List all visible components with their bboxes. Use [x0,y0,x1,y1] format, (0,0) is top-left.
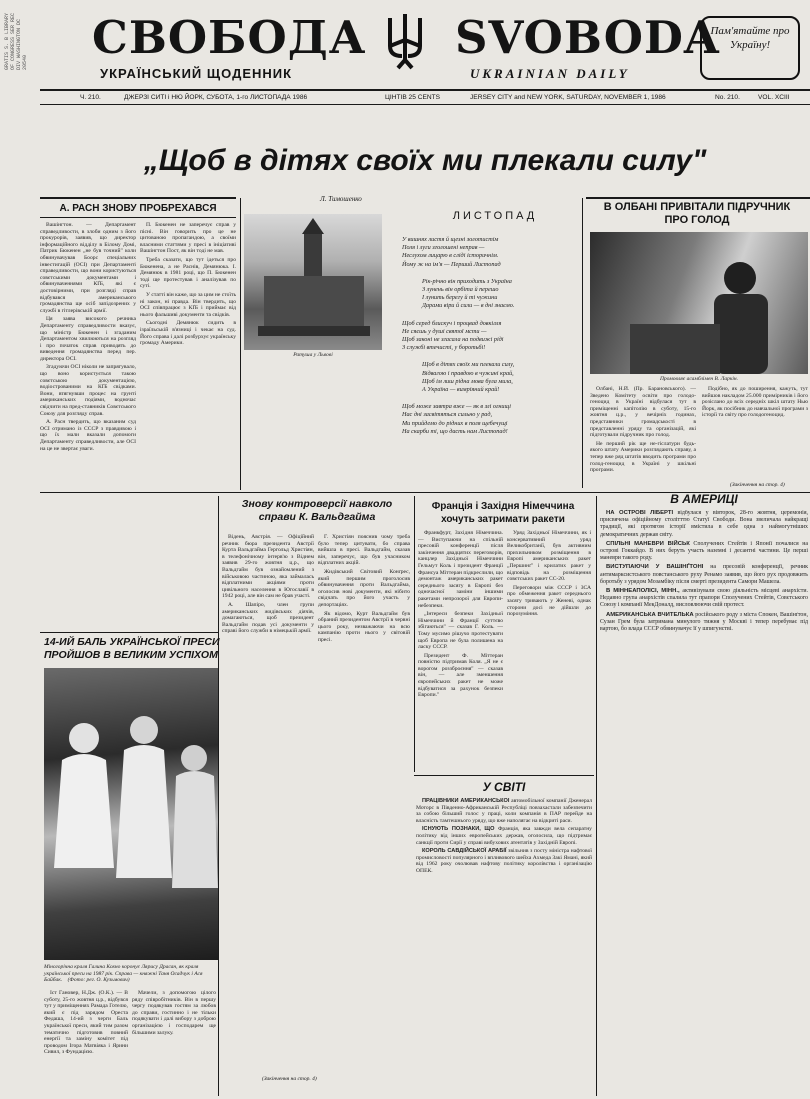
larkin-caption-text: Промовляє асамблімен В. Ларкін. [659,376,739,382]
city-hall-caption [244,352,382,359]
remember-ukraine-box [700,16,800,80]
poem-line: Неслухом лицарю в сліді історичнім. [402,252,499,260]
speaker-silhouette-icon [590,232,808,374]
dateline-bottom-rule [40,104,810,105]
waldheim-para-4: Жидівський Світовий Конґрес, який першим проголосив обвинувачення проти Вальдгайма, оголосив нові документи, які нібито свідчать про його участь у депортаціях. [318,568,410,608]
rasn-para-4: А. Расн твердить, що вказаним суд ОСІ отримано із СССР з правдивою і що їх мали вказали допомоги Департаменту справедливости, але ОСІ на це не звертає уваги. [40,419,136,452]
larkin-caption [590,376,808,383]
america-para-2: Сполучених Стейтів і Японії почалися на острові Гоккайдо. В них беруть участь наземні і десантні частини. Це перші маневри такого роду. [600,540,808,562]
ball-photo-credit: (Фото: рег. О. Кузьмович) [67,977,130,983]
poem-stanza-5 [402,403,578,436]
waldheim-title: Знову контроверсії навколо справи К. Вальдгайма [241,498,393,523]
america-para-3: на пресовій конференції, речник антимарксистського повстанського руху Ренамо заявив, що його рух продовжить боротьбу з урядом Мозамбіку після смерті президента Самори Машела. [600,564,808,585]
albany-column-2 [702,386,808,482]
world-para-3: звільнив з посту міністра нафтової промисловості популярного і впливового шейха Ахмеда Закі Ямані, який від 1962 року очолював нафтову політику королівства і організацію ОПЕК. [416,848,592,874]
america-left-rule [596,496,597,1096]
price: ЦІНТІВ 25 CENTS [385,94,441,101]
poem-line: З лунень він орбіта й перешо [422,286,499,294]
ball-title: 14-ИЙ БАЛЬ УКРАЇНСЬКОЇ ПРЕСИ ПРОЙШОВ В ВЕЛИКИМ УСПІХОМ [44,636,220,661]
rasn-para-8: Сьогодні Демянюк сидить в ізраїльській в'язниці і чекає на суд. Його справа і далі розбурхує українську громаду Америки. [140,320,236,347]
poem-title [430,210,560,222]
library-stamp [4,6,60,70]
poem-credit [320,195,362,203]
poem-line: Відвагою і правдою в чужині край, [422,369,514,377]
ball-column-2 [132,990,216,1096]
world-lead-1: ПРАЦІВНИКИ АМЕРИКАНСЬКОЇ [422,798,510,804]
rasn-title-rule [40,217,236,218]
ball-caption [44,964,218,984]
rasn-para-2: Ця заява високого речника Департаменту справедливости вказує, що міністр Бюкенен і згаданим Департаментом хвилюються на розгляд і про початок справ приводять до виведення громадянства перед пер. директора ОСІ. [40,316,136,362]
poem-stanza-2 [402,278,578,311]
world-column [416,798,592,1096]
poem-line: Щоб може завтра вже — як в злі огнищі [402,403,511,411]
poem-stanza-1 [402,236,578,269]
poem-line: У вишнях листя й щезні золотистім [402,236,499,243]
subtitle-en-text: UKRAINIAN DAILY [470,66,630,81]
world-lead-2: ІСНУЮТЬ ПОЗНАКИ, ЩО [422,826,495,833]
title-en-text: SVOBODA [455,11,720,64]
albany-para-3: Подібно, як до поширення, кажуть, тут вийшов накладом 25.000 примірників і його розіслано до всіх середніх шкіл штату Нью Йорк, як посібник до навчальної програми з історії та світу про голодогеноцид. [702,386,808,419]
poem-line: Дарами віри й сили — в дні знаємо. [422,302,515,310]
waldheim-para-3: Г. Христіян пояснив чому треба було тепер цитувати, бо справа вийшла в пресі. Вальдгайм, сказав він, заперечує, що був учасником відплатних акцій. [318,534,410,567]
masthead-subtitle-ua [100,66,360,81]
issue-number-right: No. 210. [715,94,740,101]
world-title: У СВІТІ [482,780,526,794]
poem-stanza-4 [402,361,578,394]
america-lead-3: ВИСТУПАЮЧИ У ВАШІНҐТОНІ [606,564,704,571]
waldheim-para-5: Як відомо, Курт Вальдгайм був обраний президентом Австрії в червні цього року, незважаючи на всю кампанію проти нього у світовій пресі. [318,610,410,643]
germany-para-4: Уряд Західньої Німеччини, як і консервативний уряд Великобританії, був активним прихильником розміщення в Европі американських ракет „Першинґ" і крилатих ракет у відповідь на розміщення совєтських ракет СС-20. [507,530,591,583]
volume: VOL. XCIII [758,94,790,101]
city-hall-drawing-icon [244,214,382,350]
title-ua-text: СВОБОДА [92,11,367,64]
poem-line: Щоб законі не згасала на подвижі ріді [402,336,504,344]
ball-footnote [262,1076,317,1082]
germany-para-5: Переговори між СССР і ЗСА про обмеження ракет середнього засягу тривають у Женеві, однак сторони досі не дійшли до порозуміння. [507,584,591,618]
rasn-top-rule [40,197,236,199]
america-para-4: активізували свою діяльність місцеві анархісти. Недавно група анархістів спалила тут прапори Сполучених Стейтів, Совєтського Союзу і компанії МекДоналд, висловлюючи свій протест. [600,588,808,609]
date-ua: ДЖЕРЗІ СИТІ і НЮ ЙОРК, СУБОТА, 1-го ЛИСТОПАДА 1986 [124,94,308,101]
poem-line: На скарби ті, що дасть нам Листопад! [402,427,508,435]
rasn-para-3: Згадуючи ОСІ ніколи не запрягувало, що воно користується такою совєтською документацією, водіострованими на КҐБ свідками. Вони, втягнувши процес на грунті американських подіями, водночас свідчити на пред-ставників Совєтського Союзу для розгляду справ. [40,364,136,417]
waldheim-column-2 [318,534,410,859]
issue-number-left: Ч. 210. [80,94,101,101]
rasn-para-1: Вашінгтон. — Департамент справедливости, в злоби одним з його прокурорів, заявив, що директор інформаційного відділу в Білому Домі, Патрик Бюкенен „не був точний" коли обвинувачував Боорс спеціальних інвестигацій (ОСІ) при Департаменті справедливости, що вони користуються совєтськими документами і обвинуваченнями КҐБ, які є достовірними, при розгляді справ відбувався американського громадянства ще осіб запідозрених у службі в гітлерівській армії. [40,222,136,314]
america-lead-5: АМЕРИКАНСЬКА ВЧИТЕЛЬКА [606,611,694,618]
america-para-1: відбулася у вівторок, 28-го жовтня, церемонія, присвячена офіційному столітттю Статуї Свободи. Вона звеличала найкращі традиції, які протягом історії вмістила в себе одна з наймогутніших демократичних держав світу. [600,510,808,538]
dateline [40,92,810,104]
america-lead-1: НА ОСТРОВІ ЛІБЕРТІ [606,510,674,516]
america-lead-2: СПІЛЬНІ МАНЕВРИ ВІЙСЬК [606,540,690,547]
poem-line: А Україна — вимріяний край! [422,386,500,394]
rasn-title: А. РАСН ЗНОВУ ПРОБРЕХАВСЯ [59,203,217,214]
albany-footnote [730,482,785,488]
germany-para-1: Франкфурт, Західня Німеччина. — Виступаючи на спільній пресовій конференції після закінчення двадцятих переговорів, канцлер Західньої Німеччини Гельмут Коль і президент Франції Франсуа Міттеран підкреслили, що демонтаж американських ракет середнього засягу в Европі без одночасної заміни іншими ракетами непрозорої для Европи-небезпеки. [418,530,503,609]
ball-top-rule [40,632,218,633]
albany-left-rule [582,198,583,488]
rasn-para-6: Треба сказати, що тут ідеться про Бюкенена, а не Раснів, Демянюка. І. Демянюк в 1981 році, що П. Бюкенен тоді ще протестував і аналізував по суті. [140,256,236,290]
germany-column-2 [507,530,591,770]
world-para-1: автомобільної компанії Дженерал Моторс в Південно-Африканській Республіці повзахастали забезпечити за собою більший голос у праці, коли компанія в ПАР перейде на власність тамтешнього уряду, що вже наполягає на відкриті раси. [416,798,592,824]
banner-text: „Щоб в дітях своїх ми плекали силу" [143,144,707,177]
stamp-text: GRATIS S. B LIBRARY OF CONGRESS SER REC DIV WASHINGTON DC 20540 [4,12,28,70]
dateline-top-rule [40,89,810,91]
poem-line: Йому ж на ім'я — Перший Листопад [402,260,501,268]
rasn-headline [40,203,236,215]
albany-headline [592,201,802,227]
america-column [600,510,808,1096]
larkin-photo [590,232,808,374]
america-lead-4: В МІННЕАПОЛІСІ, МІНН., [606,588,680,595]
germany-para-3: Президент Ф. Міттеран повністю підтримав Коля. „Я не є ворогом роззброєння" — сказав він, — але зменшення європейських ракет не може відбуватися за рахунок безпеки Европи." [418,652,503,699]
poem-line: З службі втечисті, у боротьбі! [402,344,486,352]
city-hall-caption-text: Ратуша у Львові [293,352,333,358]
masthead-subtitle-en [470,66,700,82]
poem-line: Щоб ім лиш рідна мова була мила, [422,377,513,385]
rasn-para-5: П. Бюкенен не заперечує справ у пісні. Він говорить про це не цитованою пропагандою, а своїми власними статтями у пресі в ініціативі Вашінгтон Пост, як він тоді не мав. [140,222,236,255]
america-headline [600,492,808,506]
ball-para-2: Мачели, з допомогою цілого ряду співробітників. Він в першу чергу подякував гостям за любов до справи, гостинно і не тільки подякувати і далі вибору з доброю організацією і господарем ще більшими залуку. [132,990,216,1036]
america-para-5: російського роду з міста Спокен, Вашінґтон, Сузан Грем була затримана минулого тижня у Москві і тепер перебуває під вартою, бо влада СССР обвинувачує її у шпигунстві. [600,611,808,633]
albany-column-1 [590,386,696,490]
poem-line: Рік-річно він приходить з Україна [422,277,512,285]
germany-para-2: „Інтереси безпеки Західньої Німеччини й Франції суттєво збігаються" — сказав Г. Коль. — Тому мусимо рішучо протестувати щоб Европа не була полишена на ласку СССР. [418,611,503,651]
poem-line: Щоб в дітях своїх ми плекали силу, [422,361,515,369]
rasn-column-2 [140,222,236,490]
ball-para-1: Іст Гановер, Н.Дж. (О.К.). — В суботу, 25-го жовтня ц.р., відбувся тут у приміщеннях Рамада Готелю, який є під зарядом Ореста Федаша, 14-ий з черги Баль української преси, який тим разом тематично підготовив повний енергії та заміну комітет під проводом Ігора Матвіяка і Ярини Сивил, з Фундацією. [44,990,128,1056]
germany-headline [418,500,588,526]
poem-credit-text: Л. Тимошенко [320,195,362,203]
waldheim-para-2: А. Шапіро, член групи американських жидівських діячів, домагаються, щоб президент Вальдгайм подав усі документи у справі його служби в німецькій армії. [222,601,314,635]
waldheim-para-1: Відень, Австрія. — Офіційний речник бюра президента Австрії Курта Вальдгайма Гергольд Христіян, в телефонічному інтерв'ю з Віднем заявив 29-го жовтня ц.р., що Вальдгайм був ознайомлений з військовою частиною, яка займалась відплатними акціями проти цивільного населення в Югославії в 1942 році, але він сам не брав участі. [222,534,314,600]
poem-line: Нас дні засвітяться сильно у рад, [402,411,493,419]
ball-figures-icon [44,668,218,960]
waldheim-headline [222,498,412,524]
remember-text: Пам'ятайте про Україну! [710,25,790,51]
poem-line: Поля і луги зголошені неправ — [402,244,485,252]
poem-stanza-3 [402,320,578,353]
trident-emblem-icon [380,10,430,72]
date-en: JERSEY CITY and NEW YORK, SATURDAY, NOVEMBER 1, 1986 [470,94,666,101]
ball-right-rule [218,496,219,1096]
city-hall-photo [244,214,382,350]
poem-line: Ми прийдемо до рідних в поля щебечущі [402,419,508,427]
poem-left-rule [240,198,241,490]
subtitle-ua-text: УКРАЇНСЬКИЙ ЩОДЕННИК [100,66,293,81]
germany-title: Франція і Західня Німеччина хочуть затримати ракети [431,501,575,525]
rasn-column-1 [40,222,136,490]
poem-body [402,236,578,436]
masthead-title-ua [92,11,367,64]
albany-para-2: Не перший рік ще не-гіслатури будь-якого штату Америки розглядають справу, а тепер вже ряд штатів вводить програми про голод-геноцид в Україні у шкільні програми. [590,440,696,474]
world-lead-3: КОРОЛЬ САВДІЙСЬКОЇ АРАБІЇ [422,848,507,855]
world-headline [414,780,594,794]
ball-headline [44,636,258,662]
world-top-rule [414,775,594,776]
poem-line: Щоб серед блискуч і процвад довкілля [402,319,502,327]
germany-column-1 [418,530,503,770]
germany-left-rule [414,496,415,772]
ball-caption-text: Міногорічна краля Галина Кохно коронує Лярису Драсан, як краля української преси на 1987 рік. Справа — княжні Таня Осадчук і Ася Байбак. [44,964,203,983]
world-para-2: Франція, яка завжди вела сепаратну політику від інших европейських держав, оголосила, що підтримає санкції проти Сирії у справі вибухових атентатів у Західній Европі. [416,826,592,846]
albany-title: В ОЛБАНІ ПРИВІТАЛИ ПІДРУЧНИК ПРО ГОЛОД [603,201,791,226]
poem-line: І лунить берегу й ті чужини [422,294,498,302]
albany-top-rule [586,197,810,199]
america-title: В АМЕРИЦІ [670,492,738,506]
ball-column-1 [44,990,128,1096]
rasn-para-7: У статті він каже, що за цим не стоїть ні закон, ні правда. Він твердить, що ОСІ співпрацює з КҐБ і приймає від нього фальшиві документи та свідків. [140,291,236,318]
banner-headline [40,144,810,178]
waldheim-column-1 [222,534,314,859]
ball-photo [44,668,218,960]
poem-line: Не сяєшь у душі святої мсти — [402,327,487,335]
ball-footnote-text: (Закінчення на стор. 4) [262,1076,317,1082]
poem-title-text: ЛИСТОПАД [452,210,538,222]
albany-footnote-text: (Закінчення на стор. 4) [730,482,785,488]
albany-para-1: Олбані, Н.Й. (Пр. Барановського). — Зведено Комітету освіти про голодо-геноцид в Україні відбулася тут в приміщенні капітолію в суботу, 15-го жовтня ц.р., у вечірніх годинах, представники громадськості в представленні уряду та організацій, які підготували підручник про голод. [590,386,696,439]
masthead-title-en [455,11,720,64]
